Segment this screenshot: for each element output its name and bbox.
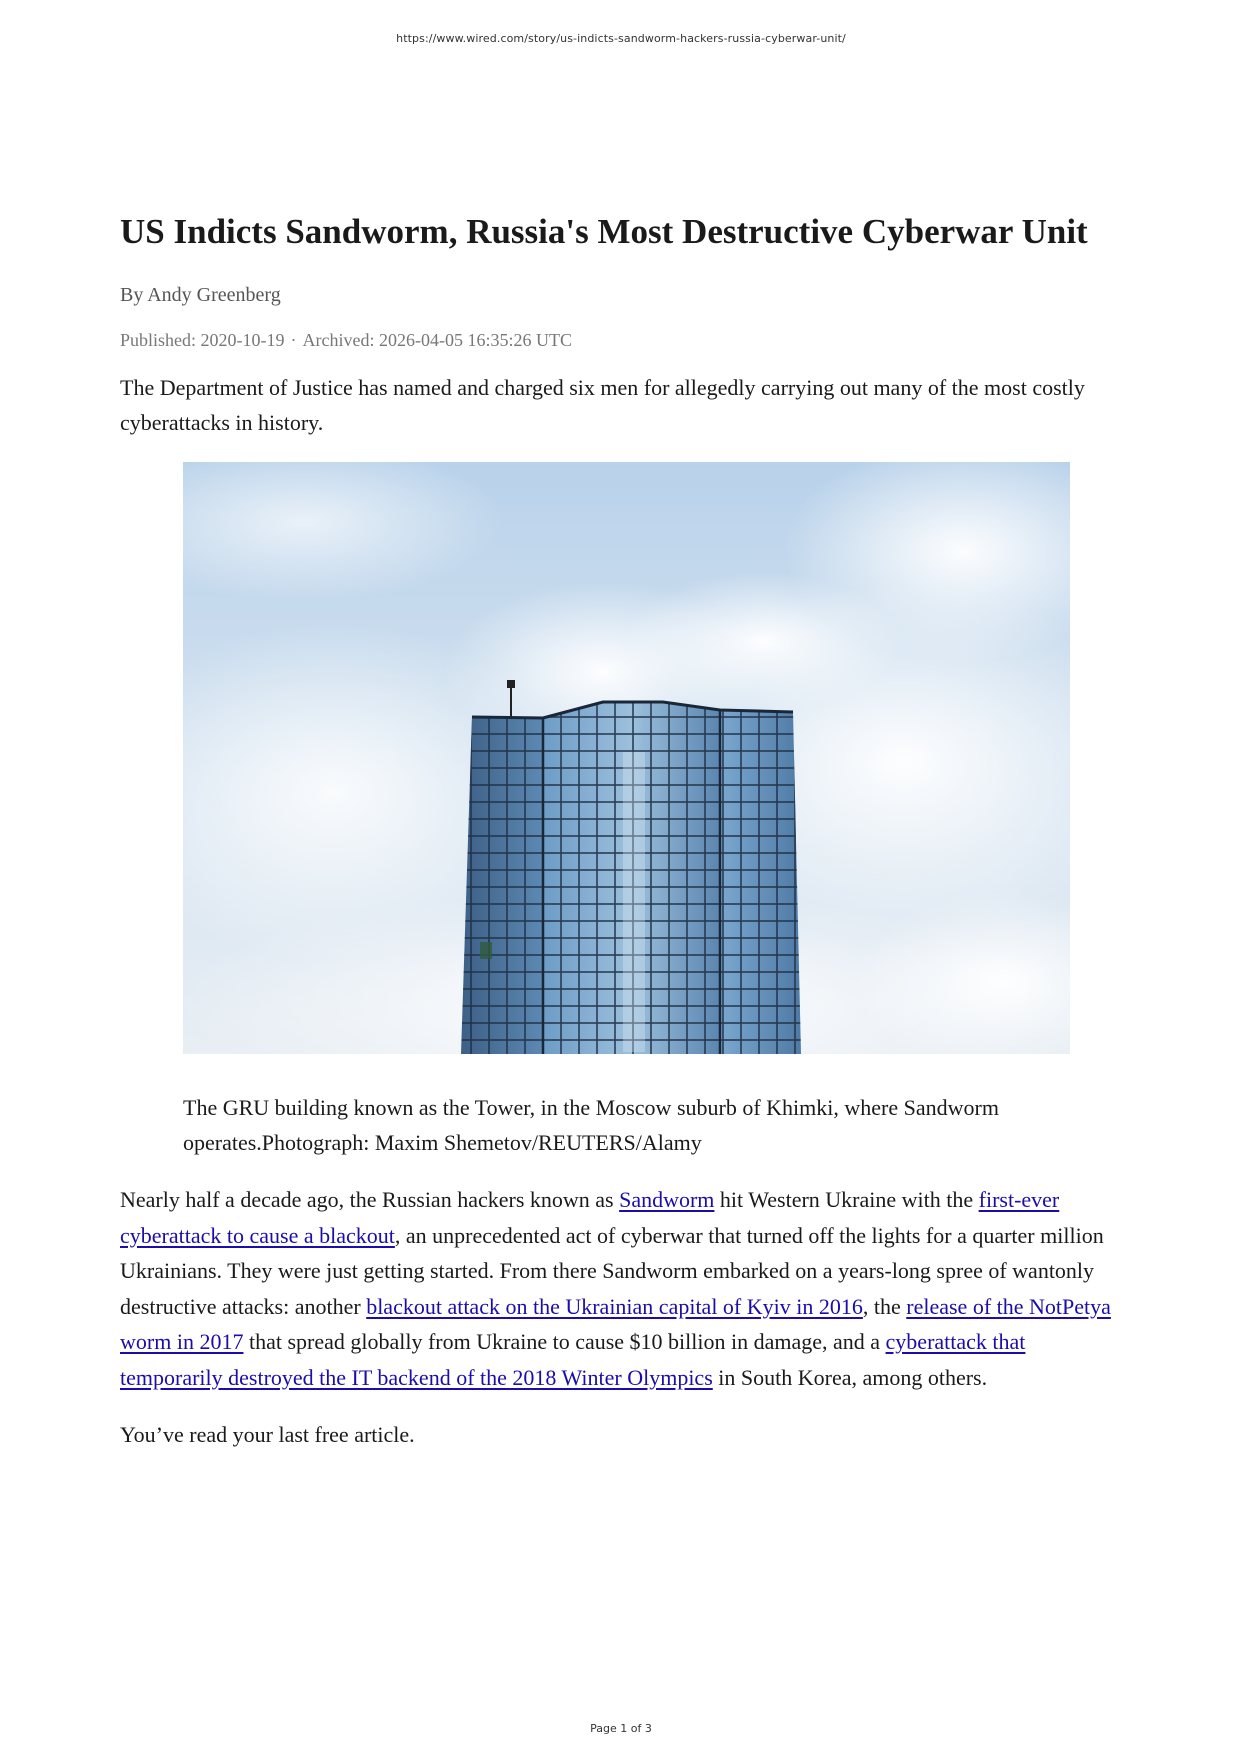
photo-caption: The GRU building known as the Tower, in the Moscow suburb of Khimki, where Sandworm operates.Photograph: Maxim Shemetov/REUTERS/Alamy (183, 1095, 999, 1155)
meta-separator: · (290, 330, 297, 350)
paragraph-text: in South Korea, among others. (712, 1364, 988, 1390)
link-sandworm[interactable]: Sandworm (619, 1187, 715, 1212)
archived-date: Archived: 2026-04-05 16:35:26 UTC (302, 330, 572, 350)
paragraph-text: that spread globally from Ukraine to cause $10 billion in damage, and a (243, 1329, 886, 1354)
link-kyiv-blackout[interactable]: blackout attack on the Ukrainian capital of Kyiv in 2016 (366, 1293, 863, 1319)
article-paragraph (120, 1182, 1120, 1395)
published-date: Published: 2020-10-19 (120, 330, 285, 350)
article-meta (120, 328, 1120, 352)
article-title: US Indicts Sandworm, Russia's Most Destructive Cyberwar Unit (120, 212, 1088, 251)
paragraph-text: Nearly half a decade ago, the Russian hackers known as (120, 1187, 620, 1212)
article (120, 210, 1120, 1452)
page-number: Page 1 of 3 (590, 1722, 652, 1735)
link-first-blackout[interactable]: first-ever cyberattack to cause a blackout (120, 1187, 1060, 1248)
source-url: https://www.wired.com/story/us-indicts-sandworm-hackers-russia-cyberwar-unit/ (396, 32, 846, 45)
link-olympics-attack[interactable]: cyberattack that temporarily destroyed the IT backend of the 2018 Winter Olympics (120, 1329, 1026, 1390)
link-notpetya[interactable]: release of the NotPetya worm in 2017 (120, 1293, 1111, 1354)
paragraph-text: hit Western Ukraine with the (714, 1187, 979, 1212)
paywall-note: You’ve read your last free article. (120, 1422, 415, 1447)
paragraph-text: , the (862, 1293, 907, 1319)
lead-photo (183, 462, 1070, 1054)
article-dek: The Department of Justice has named and charged six men for allegedly carrying out many of the most costly cyberattacks in history. (120, 375, 1085, 435)
byline: By Andy Greenberg (120, 284, 281, 306)
tower-building-photo (183, 462, 1070, 1054)
paragraph-text: , an unprecedented act of cyberwar that turned off the lights for a quarter million Ukrainians. They were just getting started. From there Sandworm embarked on a years-long spree of wantonly destructive attacks: another (120, 1222, 1104, 1319)
